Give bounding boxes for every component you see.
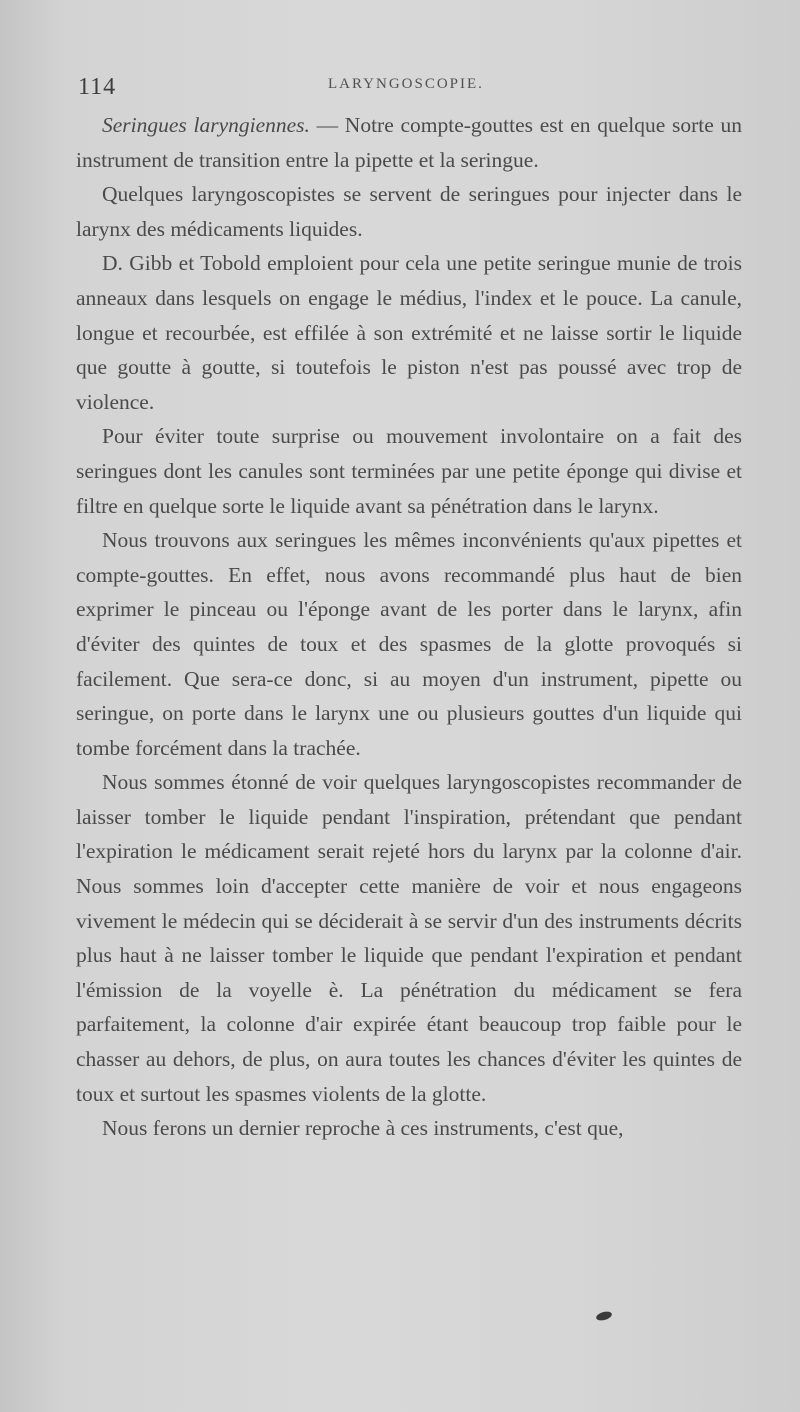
paragraph: [76, 246, 742, 419]
paragraph-text: Quelques laryngoscopistes se servent de seringues pour injecter dans le larynx des médicaments liquides.: [76, 182, 742, 241]
paragraph-text: D. Gibb et Tobold emploient pour cela une petite seringue munie de trois anneaux dans lesquels on engage le médius, l'index et le pouce. La canule, longue et recourbée, est effilée à son extrémité et ne laisse sortir le liquide que goutte à goutte, si toutefois le piston n'est pas poussé avec trop de violence.: [76, 251, 742, 414]
page-number: 114: [78, 74, 117, 100]
paragraph: [76, 765, 742, 1111]
paragraph-text: Pour éviter toute surprise ou mouvement involontaire on a fait des seringues dont les canules sont terminées par une petite éponge qui divise et filtre en quelque sorte le liquide avant sa pénétration dans le larynx.: [76, 424, 742, 518]
paragraph-text: Nous sommes étonné de voir quelques laryngoscopistes recommander de laisser tomber le liquide pendant l'inspiration, prétendant que pendant l'expiration le médicament serait rejeté hors du larynx par la colonne d'air. Nous sommes loin d'accepter cette manière de voir et nous engageons vivement le médecin qui se déciderait à se servir d'un des instruments décrits plus haut à ne laisser tomber le liquide que pendant l'expiration et pendant l'émission de la voyelle è. La pénétration du médicament se fera parfaitement, la colonne d'air expirée étant beaucoup trop faible pour le chasser au dehors, de plus, on aura toutes les chances d'éviter les quintes de toux et surtout les spasmes violents de la glotte.: [76, 770, 742, 1106]
body-text: [76, 108, 742, 1348]
paragraph: [76, 523, 742, 765]
running-head: LARYNGOSCOPIE.: [328, 76, 484, 92]
paragraph: [76, 419, 742, 523]
page-header: [78, 68, 738, 102]
paragraph-text: Nous trouvons aux seringues les mêmes inconvénients qu'aux pipettes et compte-gouttes. En effet, nous avons recommandé plus haut de bien exprimer le pinceau ou l'éponge avant de les porter dans le larynx, afin d'éviter des quintes de toux et des spasmes de la glotte provoqués si facilement. Que sera-ce donc, si au moyen d'un instrument, pipette ou seringue, on porte dans le larynx une ou plusieurs gouttes d'un liquide qui tombe forcément dans la trachée.: [76, 528, 742, 760]
paragraph-text: — Notre compte-gouttes est en quelque sorte un instrument de transition entre la pipette et la seringue.: [76, 113, 742, 172]
paragraph: [76, 1111, 742, 1146]
section-heading-italic: Seringues laryngiennes.: [102, 113, 310, 137]
paragraph-text: Nous ferons un dernier reproche à ces instruments, c'est que,: [102, 1116, 624, 1141]
paragraph: [76, 177, 742, 246]
paragraph: [76, 108, 742, 177]
